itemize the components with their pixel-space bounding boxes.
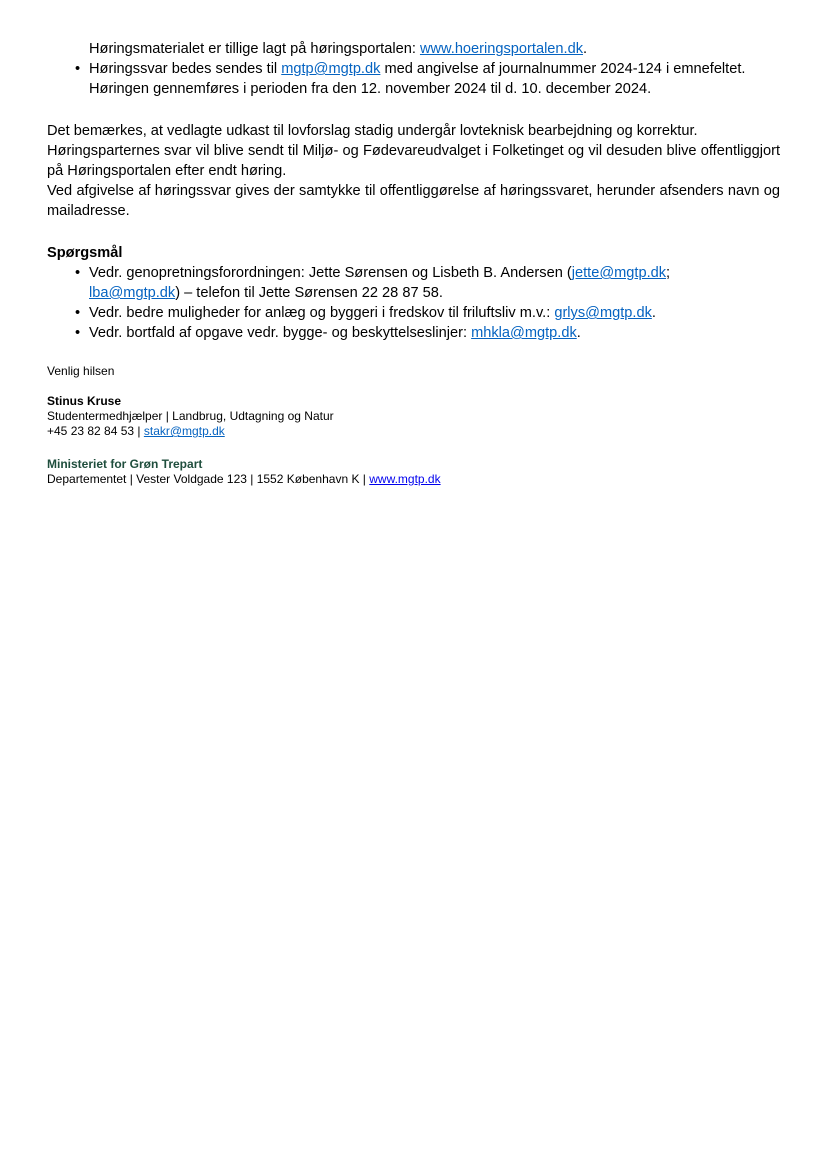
signer-title: Studentermedhjælper | Landbrug, Udtagning og Natur: [47, 409, 334, 423]
bullet-icon: •: [75, 265, 81, 281]
greeting: Venlig hilsen: [47, 364, 115, 378]
hearing-bullet-list: [47, 39, 780, 99]
response-instructions-text: Høringssvar bedes sendes til: [89, 61, 282, 77]
signer-contact: [47, 424, 547, 439]
phone-info-text: ) – telefon til Jette Sørensen 22 28 87 58.: [175, 285, 443, 301]
signer-phone: +45 23 82 84 53 |: [47, 424, 144, 438]
draft-notice-paragraph: Det bemærkes, at vedlagte udkast til lovforslag stadig undergår lovteknisk bearbejdning og korrektur.: [47, 123, 698, 139]
mhkla-email-link[interactable]: mhkla@mgtp.dk: [471, 325, 577, 341]
signer-email-link[interactable]: stakr@mgtp.dk: [143, 424, 225, 438]
hearing-material-text: Høringsmaterialet er tillige lagt på høringsportalen:: [89, 41, 420, 57]
questions-list: [47, 263, 780, 343]
mgtp-email-link[interactable]: mgtp@mgtp.dk: [281, 61, 381, 77]
notice-paragraphs: [47, 121, 780, 221]
question-restoration-text: Vedr. genopretningsforordningen: Jette Sørensen og Lisbeth B. Andersen (: [89, 265, 572, 281]
bullet-icon: •: [75, 61, 81, 77]
list-item: [47, 59, 780, 99]
ministry-website-link[interactable]: www.mgtp.dk: [369, 472, 441, 486]
organization-block: [47, 457, 647, 487]
consent-paragraph: Ved afgivelse af høringssvar gives der samtykke til offentliggørelse af høringssvaret, herunder afsenders navn og mailadresse.: [47, 183, 780, 219]
ministry-name: Ministeriet for Grøn Trepart: [47, 457, 203, 471]
list-item: [47, 323, 780, 343]
signer-name: Stinus Kruse: [47, 394, 122, 408]
questions-heading: Spørgsmål: [47, 245, 123, 261]
period-text: .: [576, 325, 581, 341]
jette-email-link[interactable]: jette@mgtp.dk: [571, 265, 667, 281]
list-item: [47, 39, 780, 59]
bullet-icon: •: [75, 305, 81, 321]
address-text: Departementet | Vester Voldgade 123 | 1552 København K |: [47, 472, 370, 486]
ministry-address: [47, 472, 647, 487]
bullet-icon: •: [75, 325, 81, 341]
grlys-email-link[interactable]: grlys@mgtp.dk: [554, 305, 652, 321]
hoeringsportalen-link[interactable]: www.hoeringsportalen.dk: [419, 41, 584, 57]
hearing-period-text: Høringen gennemføres i perioden fra den 12. november 2024 til d. 10. december 2024.: [89, 81, 652, 97]
list-item: [47, 303, 780, 323]
question-lines-text: Vedr. bortfald af opgave vedr. bygge- og beskyttelseslinjer:: [89, 325, 472, 341]
list-item: [47, 263, 780, 303]
period-text: .: [651, 305, 656, 321]
lba-email-link[interactable]: lba@mgtp.dk: [89, 285, 176, 301]
journal-number-text: med angivelse af journalnummer 2024-124 i emnefeltet.: [380, 61, 746, 77]
publication-paragraph: Høringsparternes svar vil blive sendt til Miljø- og Fødevareudvalget i Folketinget og vil desuden blive offentliggjort på Høringsportalen efter endt høring.: [47, 143, 780, 179]
separator-text: ;: [666, 265, 671, 281]
question-forest-text: Vedr. bedre muligheder for anlæg og byggeri i fredskov til friluftsliv m.v.:: [89, 305, 555, 321]
period-text: .: [583, 41, 588, 57]
signature-block: [47, 394, 547, 439]
